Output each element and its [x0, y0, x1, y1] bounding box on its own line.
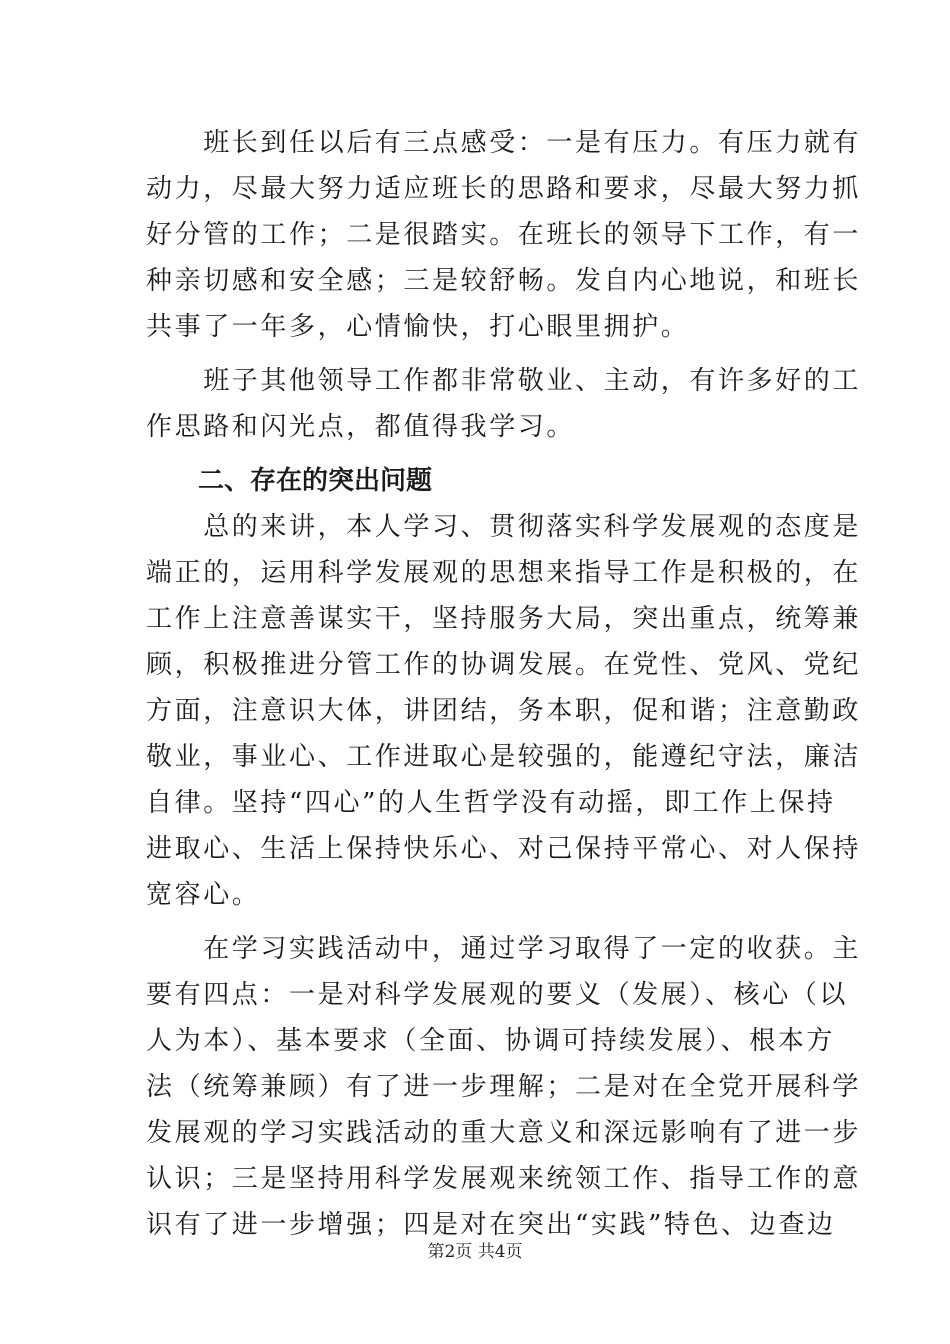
text-line: 共事了一年多，心情愉快，打心眼里拥护。	[146, 312, 690, 342]
text-line: 端正的，运用科学发展观的思想来指导工作是积极的，在	[146, 558, 862, 588]
text-line: 进取心、生活上保持快乐心、对己保持平常心、对人保持	[146, 834, 862, 864]
text-line: 方面，注意识大体，讲团结，务本职，促和谐；注意勤政	[146, 696, 862, 726]
text-line: 发展观的学习实践活动的重大意义和深远影响有了进一步	[146, 1118, 862, 1148]
document-body	[146, 120, 862, 1248]
text-line: 好分管的工作；二是很踏实。在班长的领导下工作，有一	[146, 220, 862, 250]
text-line: 人为本）、基本要求（全面、协调可持续发展）、根本方	[146, 1026, 836, 1056]
paragraph-gains	[146, 926, 862, 1248]
page-number-footer: 第2页 共4页	[427, 1242, 523, 1262]
text-line: 顾，积极推进分管工作的协调发展。在党性、党风、党纪	[146, 650, 862, 680]
text-line: 工作上注意善谋实干，坚持服务大局，突出重点，统筹兼	[146, 604, 862, 634]
text-line: 敬业，事业心、工作进取心是较强的，能遵纪守法，廉洁	[146, 742, 862, 772]
text-line: 班长到任以后有三点感受：一是有压力。有压力就有	[146, 128, 862, 158]
text-line: 班子其他领导工作都非常敬业、主动，有许多好的工	[146, 366, 862, 396]
text-line: 自律。坚持“四心”的人生哲学没有动摇，即工作上保持	[146, 788, 836, 818]
text-line: 总的来讲，本人学习、贯彻落实科学发展观的态度是	[146, 512, 862, 542]
text-line: 在学习实践活动中，通过学习取得了一定的收获。主	[146, 934, 862, 964]
paragraph-self-assessment	[146, 504, 862, 918]
text-line: 宽容心。	[146, 880, 261, 910]
text-line: 种亲切感和安全感；三是较舒畅。发自内心地说，和班长	[146, 266, 862, 296]
text-line: 动力，尽最大努力适应班长的思路和要求，尽最大努力抓	[146, 174, 862, 204]
paragraph-impressions	[146, 120, 862, 350]
paragraph-colleagues	[146, 358, 862, 450]
section-heading: 二、存在的突出问题	[146, 466, 433, 496]
text-line: 识有了进一步增强；四是对在突出“实践”特色、边查边	[146, 1210, 836, 1240]
text-line: 认识；三是坚持用科学发展观来统领工作、指导工作的意	[146, 1164, 862, 1194]
text-line: 要有四点：一是对科学发展观的要义（发展）、核心（以	[146, 980, 849, 1010]
text-line: 作思路和闪光点，都值得我学习。	[146, 412, 576, 442]
text-line: 法（统筹兼顾）有了进一步理解；二是对在全党开展科学	[146, 1072, 862, 1102]
